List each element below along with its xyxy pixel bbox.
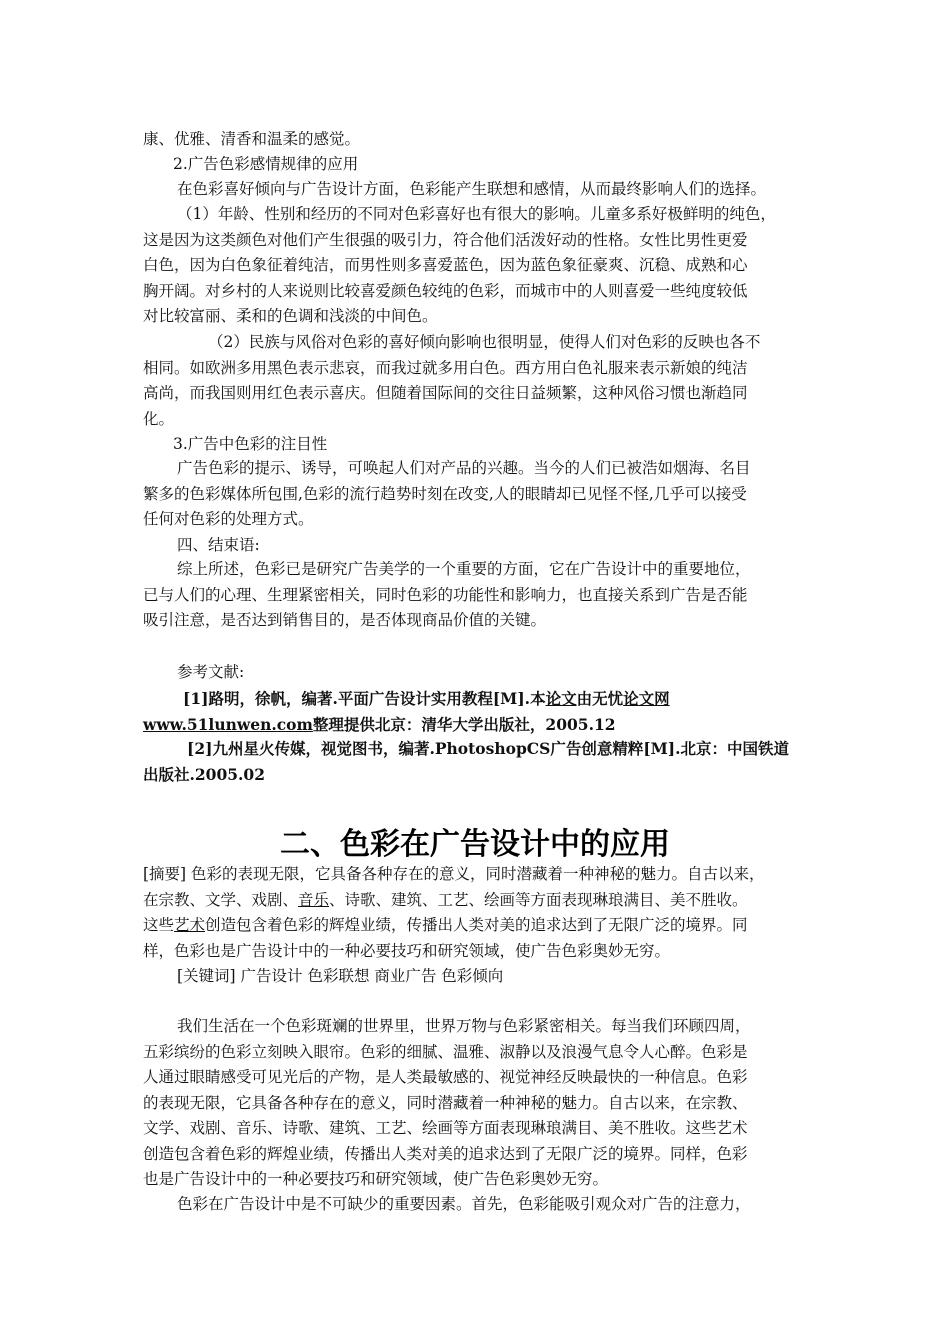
reference-link-website[interactable]: www.51lunwen.com — [143, 714, 313, 734]
text-line: 文学、戏剧、音乐、诗歌、建筑、工艺、绘画等方面表现琳琅满目、美不胜收。这些艺术 — [143, 1119, 748, 1137]
text-line: 色彩在广告设计中是不可缺少的重要因素。首先，色彩能吸引观众对广告的注意力， — [177, 1195, 751, 1213]
paragraph-attention — [143, 456, 813, 533]
section-title: 二、色彩在广告设计中的应用 — [280, 827, 670, 862]
reference-text: 由无忧 — [576, 689, 624, 708]
body-paragraph-2 — [143, 1192, 813, 1218]
text-line: 任何对色彩的处理方式。 — [143, 510, 314, 528]
reference-item-1 — [143, 686, 813, 737]
text-line: （1）年龄、性别和经历的不同对色彩喜好也有很大的影响。儿童多系好极鲜明的纯色， — [177, 205, 776, 223]
subheading-text: 2.广告色彩感情规律的应用 — [173, 155, 359, 173]
abstract-paragraph — [143, 862, 813, 964]
link-art[interactable]: 艺术 — [174, 916, 206, 934]
text-segment: 创造包含着色彩的辉煌业绩，传播出人类对美的追求达到了无限广泛的境界。同 — [205, 916, 748, 934]
text-line: [摘要] 色彩的表现无限，它具备各种存在的意义，同时潜藏着一种神秘的魅力。自古以来， — [143, 865, 765, 883]
text-segment: 在宗教、文学、戏剧、 — [143, 890, 299, 909]
paragraph-preference — [143, 177, 813, 203]
text-line: 人通过眼睛感受可见光后的产物，是人类最敏感的、视觉神经反映最快的一种信息。色彩 — [143, 1068, 748, 1086]
paragraph-ethnic-custom — [143, 330, 813, 432]
text-line: 这是因为这类颜色对他们产生很强的吸引力，符合他们活泼好动的性格。女性比男性更爱 — [143, 230, 748, 249]
text-line: 已与人们的心理、生理紧密相关，同时色彩的功能性和影响力，也直接关系到广告是否能 — [143, 585, 748, 604]
text-line: 吸引注意，是否达到销售目的，是否体现商品价值的关键。 — [143, 611, 547, 629]
text-line: 白色，因为白色象征着纯洁，而男性则多喜爱蓝色，因为蓝色象征豪爽、沉稳、成熟和心 — [143, 256, 748, 274]
keywords-text: [关键词] 广告设计 色彩联想 商业广告 色彩倾向 — [177, 967, 504, 985]
keywords-line — [143, 964, 813, 990]
text-line: 的表现无限，它具备各种存在的意义，同时潜藏着一种神秘的魅力。自古以来，在宗教、 — [143, 1093, 748, 1112]
text-line: 相同。如欧洲多用黑色表示悲哀，而我过就多用白色。西方用白色礼服来表示新娘的纯洁 — [143, 358, 748, 377]
text-line: 胸开阔。对乡村的人来说则比较喜爱颜色较纯的色彩，而城市中的人则喜爱一些纯度较低 — [143, 281, 748, 300]
text-line: 对比较富丽、柔和的色调和浅淡的中间色。 — [143, 307, 438, 325]
body-paragraph-1 — [143, 1014, 813, 1193]
text-line: 综上所述，色彩已是研究广告美学的一个重要的方面，它在广告设计中的重要地位， — [177, 560, 751, 578]
paragraph-intro-end — [143, 127, 813, 153]
subheading-conclusion — [143, 533, 813, 559]
text-line: 样，色彩也是广告设计中的一种必要技巧和研究领域，使广告色彩奥妙无穷。 — [143, 941, 671, 960]
text-line: 化。 — [143, 409, 175, 428]
text-line: （2）民族与风俗对色彩的喜好倾向影响也很明显，使得人们对色彩的反映也各不 — [208, 333, 761, 351]
reference-text: 整理提供北京：清华大学出版社，2005.12 — [312, 714, 616, 734]
paragraph-age-gender — [143, 202, 813, 330]
reference-text: [2]九州星火传媒，视觉图书，编著.PhotoshopCS广告创意精粹[M].北京：中国铁道 — [187, 739, 790, 758]
subheading-text: 3.广告中色彩的注目性 — [173, 435, 328, 453]
subheading-emotion-rules — [143, 152, 813, 178]
paragraph-conclusion — [143, 557, 813, 634]
text-segment: 这些 — [143, 916, 175, 934]
references-label-text: 参考文献: — [177, 663, 245, 681]
reference-item-2 — [143, 736, 813, 787]
text-line: 也是广告设计中的一种必要技巧和研究领域，使广告色彩奥妙无穷。 — [143, 1170, 609, 1188]
text-line: 在色彩喜好倾向与广告设计方面，色彩能产生联想和感情，从而最终影响人们的选择。 — [177, 180, 767, 198]
reference-text: [1]路明，徐帆，编著.平面广告设计实用教程[M].本 — [183, 689, 546, 708]
reference-text: 出版社.2005.02 — [143, 764, 266, 784]
text-line: 高尚，而我国则用红色表示喜庆。但随着国际间的交往日益频繁，这种风俗习惯也渐趋同 — [143, 384, 748, 402]
references-label — [143, 660, 813, 686]
text-line: 繁多的色彩媒体所包围,色彩的流行趋势时刻在改变,人的眼睛却已见怪不怪,几乎可以接受 — [143, 484, 747, 503]
link-music[interactable]: 音乐 — [298, 890, 330, 909]
reference-link-lunwenwang[interactable]: 论文网 — [623, 689, 670, 708]
text-line: 五彩缤纷的色彩立刻映入眼帘。色彩的细腻、温雅、淑静以及浪漫气息令人心醉。色彩是 — [143, 1042, 748, 1061]
text-line: 创造包含着色彩的辉煌业绩，传播出人类对美的追求达到了无限广泛的境界。同样，色彩 — [143, 1144, 748, 1163]
subheading-attention — [143, 432, 813, 458]
text-segment: 、诗歌、建筑、工艺、绘画等方面表现琳琅满目、美不胜收。 — [329, 890, 748, 909]
text-line: 广告色彩的提示、诱导，可唤起人们对产品的兴趣。当今的人们已被浩如烟海、名目 — [177, 459, 751, 477]
reference-link-lunwen[interactable]: 论文 — [545, 689, 577, 708]
text-line: 康、优雅、清香和温柔的感觉。 — [143, 130, 361, 148]
subheading-text: 四、结束语: — [177, 536, 260, 554]
text-line: 我们生活在一个色彩斑斓的世界里，世界万物与色彩紧密相关。每当我们环顾四周， — [177, 1017, 751, 1035]
